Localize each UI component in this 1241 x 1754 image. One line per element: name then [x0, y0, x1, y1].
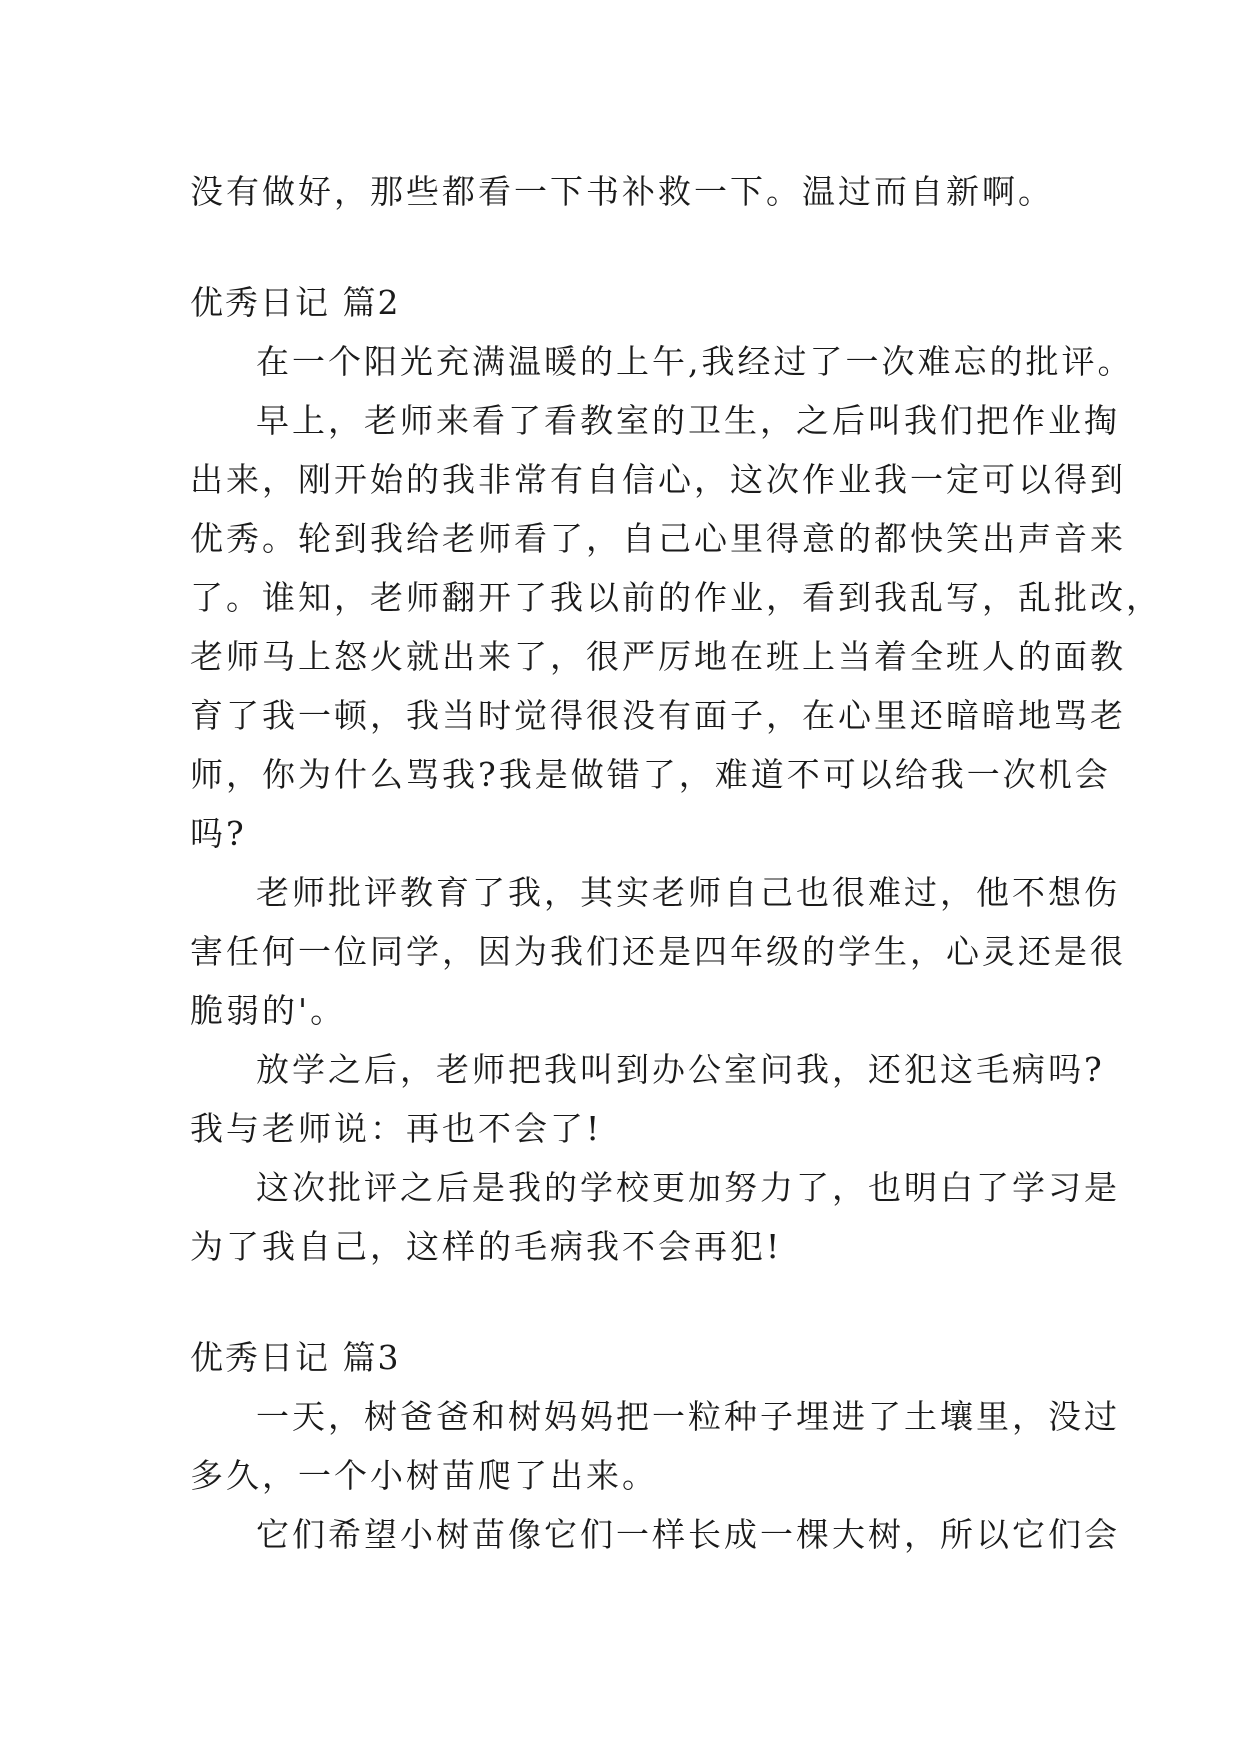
paragraph-line: 脆弱的'。: [190, 991, 347, 1030]
paragraph-line: 早上，老师来看了看教室的卫生，之后叫我们把作业掏: [256, 401, 1120, 440]
paragraph-line: 多久，一个小树苗爬了出来。: [190, 1456, 658, 1495]
paragraph-line: 一天，树爸爸和树妈妈把一粒种子埋进了土壤里，没过: [256, 1397, 1120, 1436]
paragraph-line: 优秀。轮到我给老师看了，自己心里得意的都快笑出声音来: [190, 519, 1126, 558]
paragraph-line: 师，你为什么骂我?我是做错了，难道不可以给我一次机会: [190, 755, 1111, 794]
paragraph-line: 育了我一顿，我当时觉得很没有面子，在心里还暗暗地骂老: [190, 696, 1126, 735]
paragraph-line: 它们希望小树苗像它们一样长成一棵大树，所以它们会: [256, 1515, 1120, 1554]
paragraph-line: 放学之后，老师把我叫到办公室问我，还犯这毛病吗?: [256, 1050, 1105, 1089]
paragraph-line: 了。谁知，老师翻开了我以前的作业，看到我乱写，乱批改，: [190, 578, 1162, 617]
paragraph-line: 这次批评之后是我的学校更加努力了，也明白了学习是: [256, 1168, 1120, 1207]
paragraph-line: 吗?: [190, 814, 247, 853]
section3-heading: 优秀日记 篇3: [190, 1338, 401, 1377]
paragraph-line: 老师马上怒火就出来了，很严厉地在班上当着全班人的面教: [190, 637, 1126, 676]
paragraph-line: 在一个阳光充满温暖的上午,我经过了一次难忘的批评。: [256, 342, 1134, 381]
section2-heading: 优秀日记 篇2: [190, 283, 401, 322]
section-gap: [190, 221, 1060, 273]
section-gap: [190, 1276, 1060, 1328]
paragraph-line: 我与老师说：再也不会了!: [190, 1109, 603, 1148]
intro-line: 没有做好，那些都看一下书补救一下。温过而自新啊。: [190, 172, 1054, 211]
paragraph-line: 出来，刚开始的我非常有自信心，这次作业我一定可以得到: [190, 460, 1126, 499]
paragraph-line: 老师批评教育了我，其实老师自己也很难过，他不想伤: [256, 873, 1120, 912]
document-page: [190, 162, 1162, 1564]
paragraph-line: 为了我自己，这样的毛病我不会再犯!: [190, 1227, 783, 1266]
paragraph-line: 害任何一位同学，因为我们还是四年级的学生，心灵还是很: [190, 932, 1126, 971]
